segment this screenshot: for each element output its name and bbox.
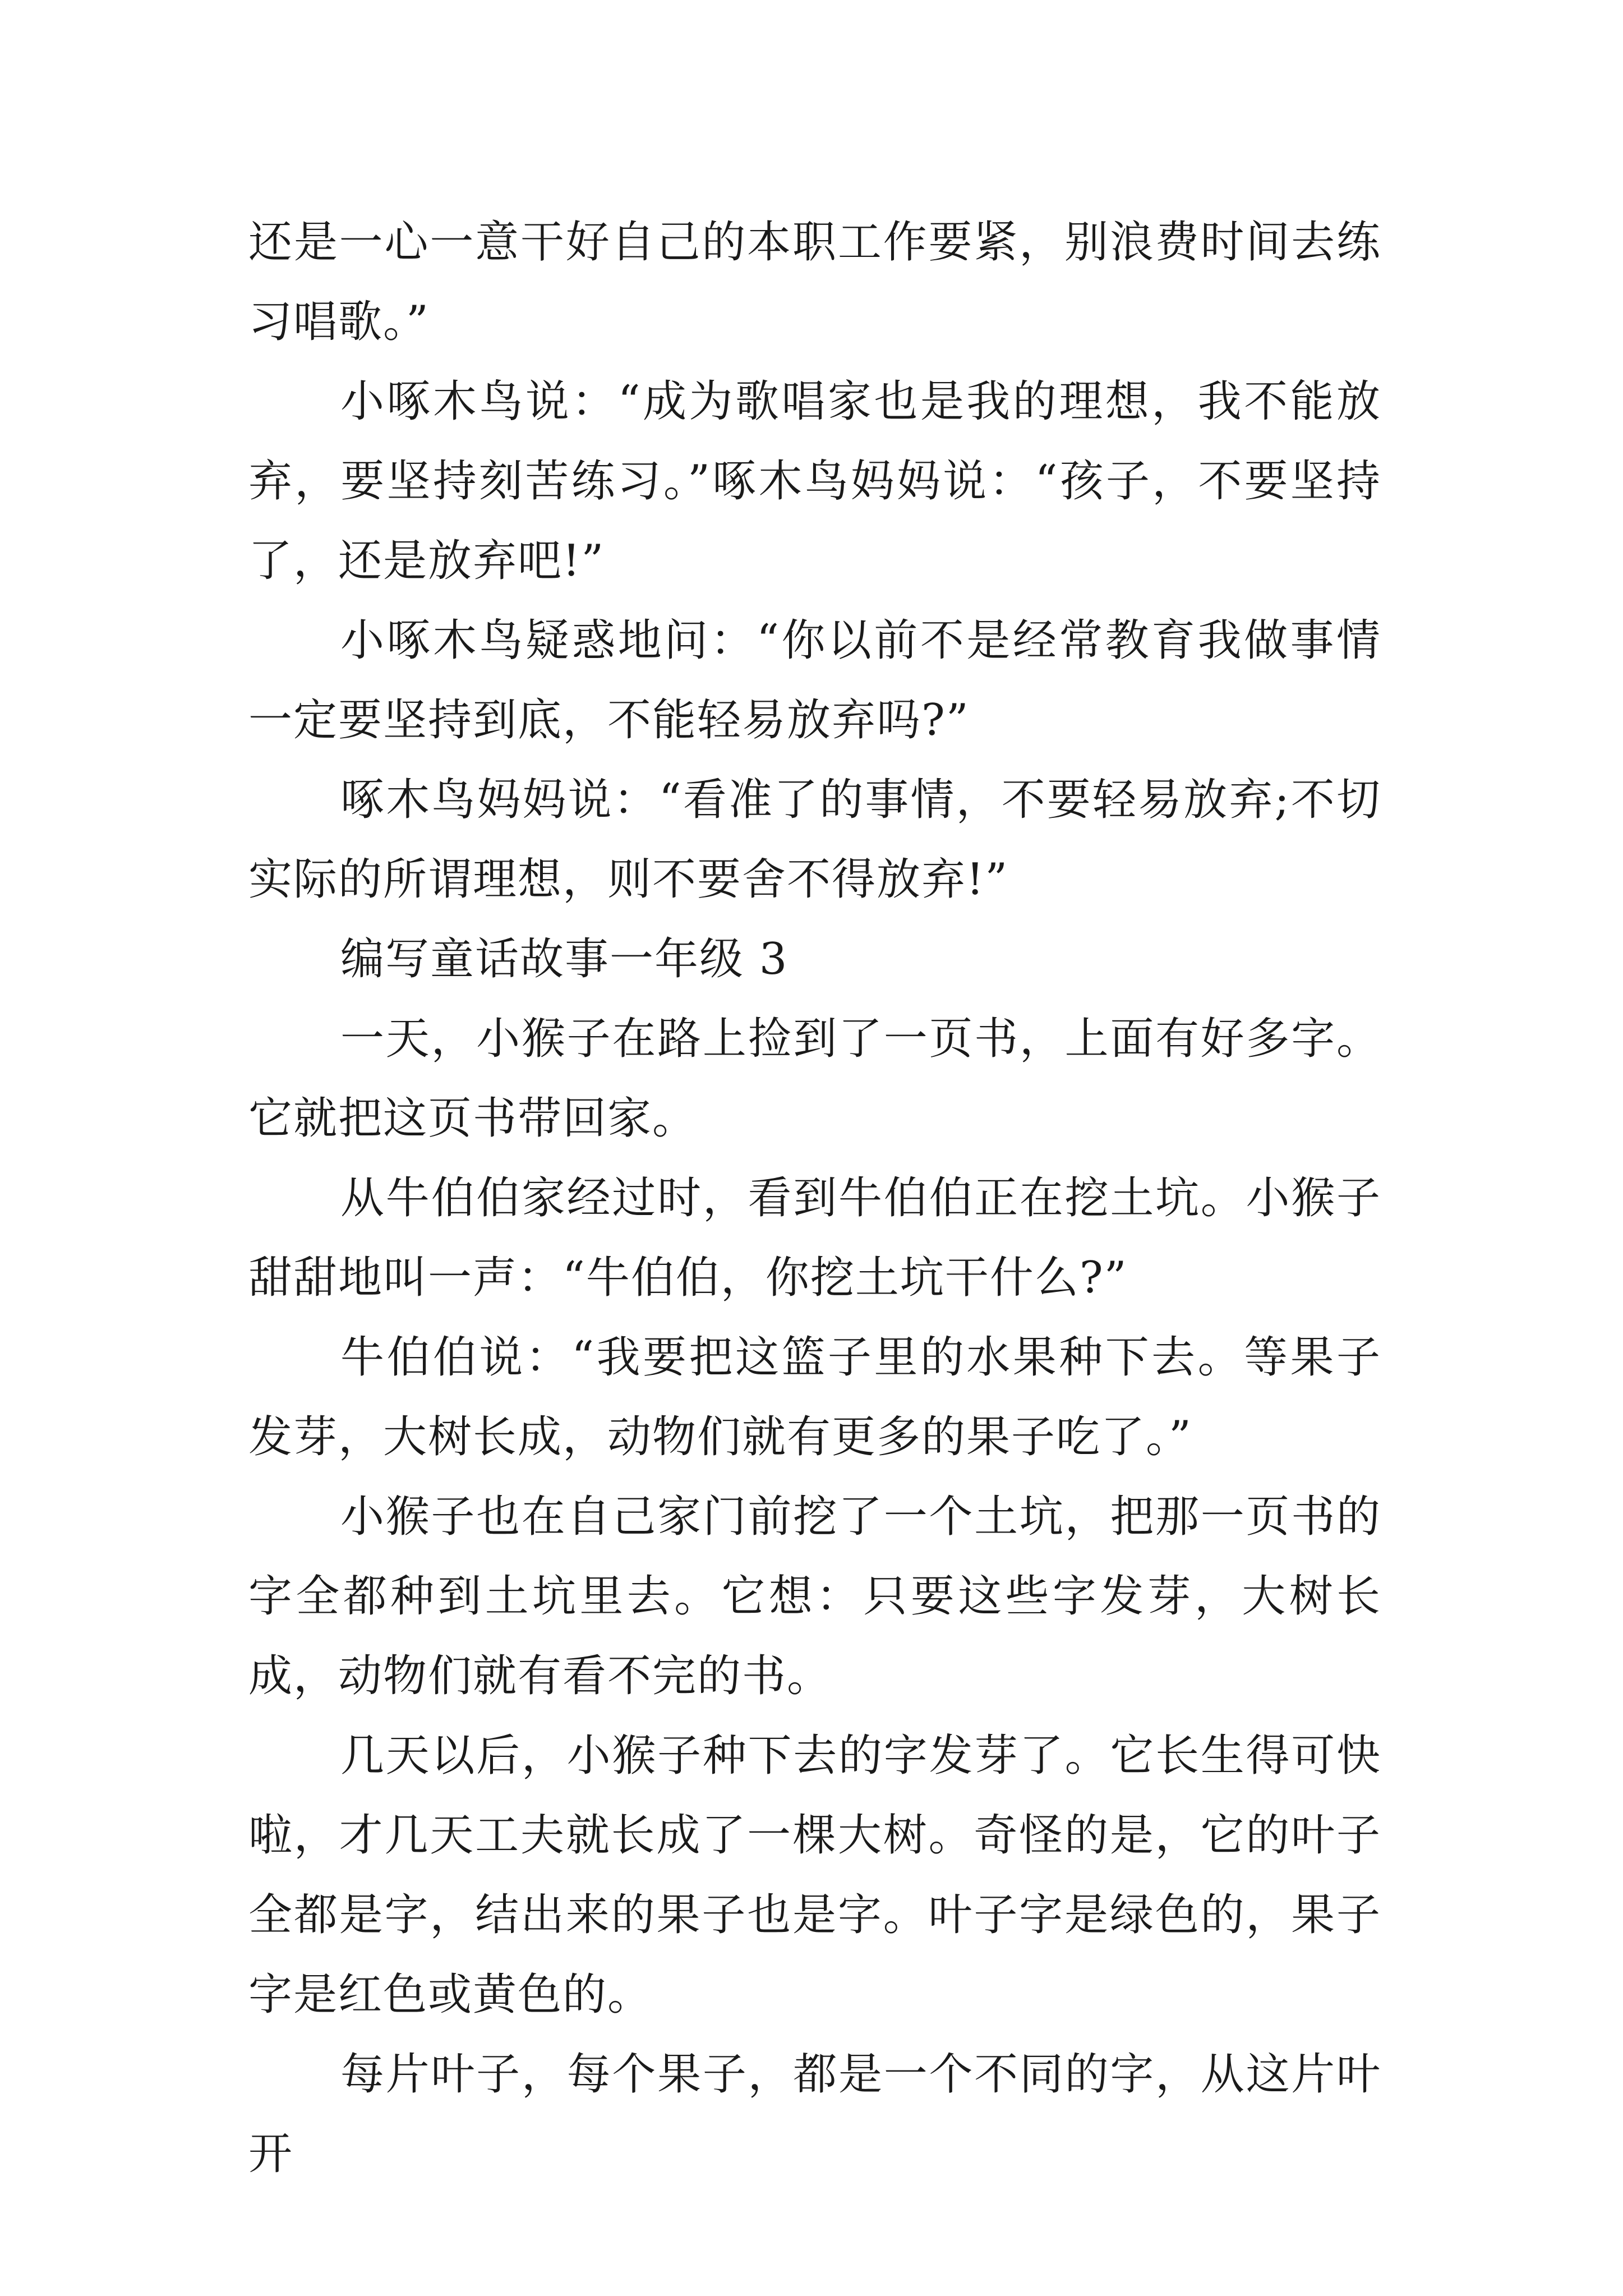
paragraph: 牛伯伯说：“我要把这篮子里的水果种下去。等果子发芽，大树长成，动物们就有更多的果子吃了。” xyxy=(248,1332,1381,1462)
paragraph: 小啄木鸟说：“成为歌唱家也是我的理想，我不能放弃，要坚持刻苦练习。”啄木鸟妈妈说：“孩子，不要坚持了，还是放弃吧!” xyxy=(248,376,1381,586)
paragraph-continuation: 还是一心一意干好自己的本职工作要紧，别浪费时间去练习唱歌。” xyxy=(248,217,1381,347)
paragraph: 几天以后，小猴子种下去的字发芽了。它长生得可快啦，才几天工夫就长成了一棵大树。奇怪的是，它的叶子全都是字，结出来的果子也是字。叶子字是绿色的，果子字是红色或黄色的。 xyxy=(248,1731,1381,2020)
paragraph: 小啄木鸟疑惑地问：“你以前不是经常教育我做事情一定要坚持到底，不能轻易放弃吗?” xyxy=(248,615,1381,746)
paragraph: 每片叶子，每个果子，都是一个不同的字，从这片叶开 xyxy=(248,2049,1381,2179)
paragraph: 小猴子也在自己家门前挖了一个土坑，把那一页书的字全都种到土坑里去。它想：只要这些字发芽，大树长成，动物们就有看不完的书。 xyxy=(248,1492,1381,1701)
paragraph: 一天，小猴子在路上捡到了一页书，上面有好多字。它就把这页书带回家。 xyxy=(248,1014,1381,1144)
document-body xyxy=(248,203,1381,2194)
paragraph: 从牛伯伯家经过时，看到牛伯伯正在挖土坑。小猴子甜甜地叫一声：“牛伯伯，你挖土坑干什么?” xyxy=(248,1173,1381,1303)
section-heading: 编写童话故事一年级 3 xyxy=(340,934,789,984)
paragraph: 啄木鸟妈妈说：“看准了的事情，不要轻易放弃;不切实际的所谓理想，则不要舍不得放弃!” xyxy=(248,775,1381,905)
